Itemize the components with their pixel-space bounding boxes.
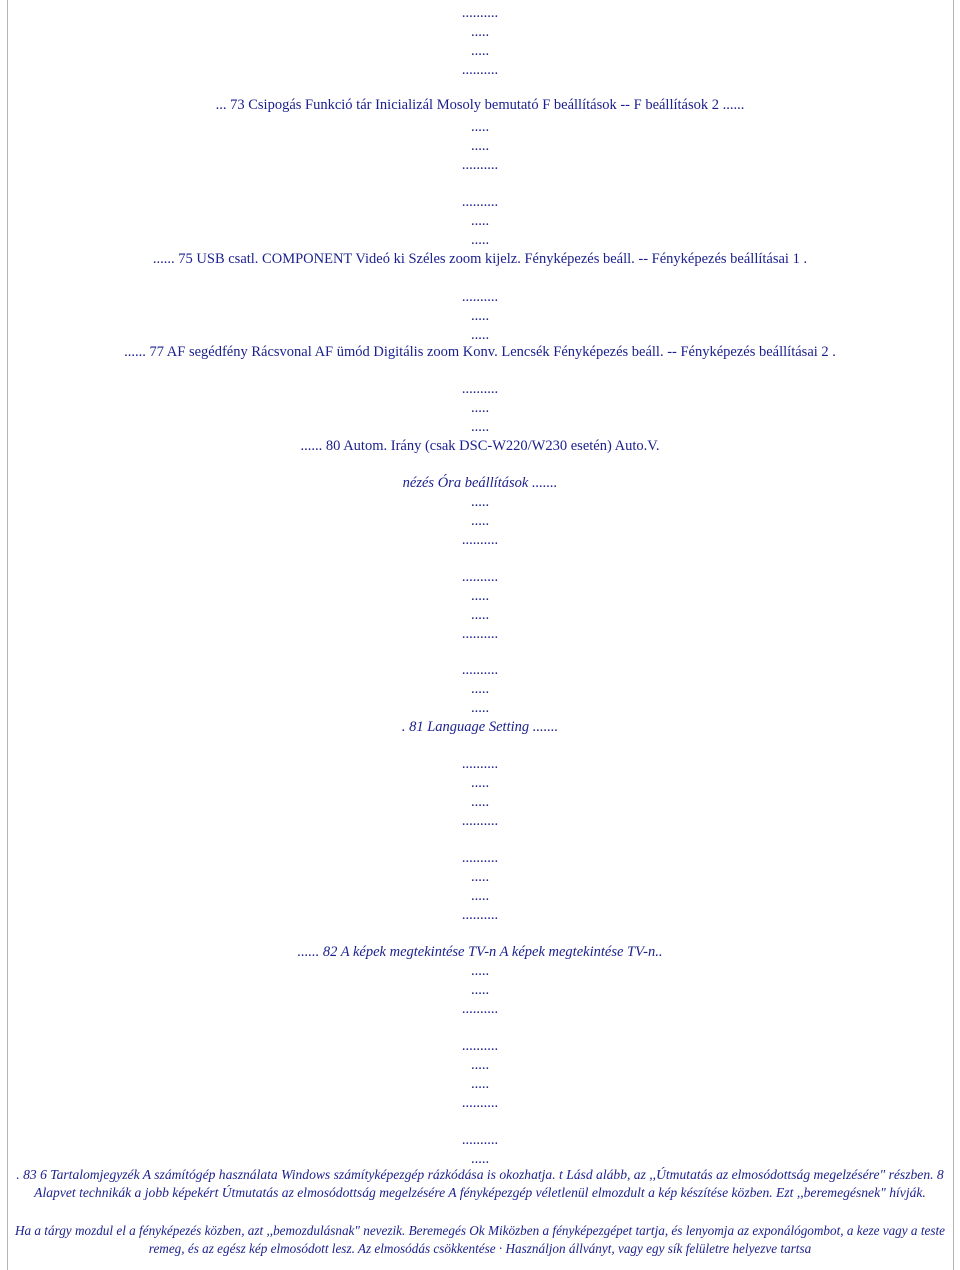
toc-line: .......... bbox=[461, 381, 499, 397]
toc-line: ..... bbox=[470, 681, 490, 697]
toc-line: ..... bbox=[470, 43, 490, 59]
toc-line: ..... bbox=[470, 869, 490, 885]
toc-line: .......... bbox=[461, 907, 499, 923]
toc-line: ...... 75 USB csatl. COMPONENT Videó ki Széles zoom kijelz. Fényképezés beáll. -- Fényképezés beállításai 1 . bbox=[152, 251, 808, 267]
toc-line: .......... bbox=[461, 756, 499, 772]
toc-line: ..... bbox=[470, 963, 490, 979]
toc-line: nézés Óra beállítások ....... bbox=[402, 475, 558, 491]
toc-line: ...... 80 Autom. Irány (csak DSC-W220/W230 esetén) Auto.V. bbox=[300, 438, 660, 454]
toc-line: .......... bbox=[461, 62, 499, 78]
toc-line: .......... bbox=[461, 5, 499, 21]
toc-line: .......... bbox=[461, 157, 499, 173]
toc-line: ..... bbox=[470, 494, 490, 510]
toc-line: ..... bbox=[470, 607, 490, 623]
toc-line: ..... bbox=[470, 400, 490, 416]
body-paragraph-2: Ha a tárgy mozdul el a fényképezés közben, azt ,,bemozdulásnak" nevezik. Beremegés Ok Miközben a fényképezgépet tartja, és lenyomja az exponálógombot, a keze vagy a teste remeg, és az egész kép elmosódott lesz. Az elmosódás csökkentése · Használjon állványt, vagy egy sík felületre helyezve tartsa bbox=[15, 1223, 945, 1256]
toc-line: .......... bbox=[461, 662, 499, 678]
toc-line: ..... bbox=[470, 1076, 490, 1092]
toc-line: .......... bbox=[461, 569, 499, 585]
toc-line: ..... bbox=[470, 1151, 490, 1167]
toc-line: ..... bbox=[470, 513, 490, 529]
toc-line: ..... bbox=[470, 327, 490, 343]
toc-line: .......... bbox=[461, 289, 499, 305]
toc-line: ..... bbox=[470, 138, 490, 154]
toc-line: ..... bbox=[470, 588, 490, 604]
body-paragraph-1: . 83 6 Tartalomjegyzék A számítógép használata Windows számítyképezgép rázkódása is okozhatja. t Lásd alább, az ,,Útmutatás az elmosódottság megelzésére" részben. 8 Alapvet technikák a jobb képekért Útmutatás az elmosódottság megelzésére A fényképezgép véletlenül elmozdult a kép készítése közben. Ezt ,,beremegésnek" hívják. bbox=[16, 1167, 944, 1200]
toc-line: ...... 82 A képek megtekintése TV-n A képek megtekintése TV-n.. bbox=[297, 944, 663, 960]
toc-line: ... 73 Csipogás Funkció tár Inicializál Mosoly bemutató F beállítások -- F beállítások 2 ...... bbox=[215, 97, 745, 113]
toc-line: ..... bbox=[470, 213, 490, 229]
toc-line: ..... bbox=[470, 24, 490, 40]
toc-line: . 81 Language Setting ....... bbox=[401, 719, 559, 735]
toc-line: ..... bbox=[470, 982, 490, 998]
toc-line: .......... bbox=[461, 194, 499, 210]
toc-line: ..... bbox=[470, 308, 490, 324]
toc-line: ..... bbox=[470, 775, 490, 791]
toc-line: .......... bbox=[461, 532, 499, 548]
toc-line: ..... bbox=[470, 119, 490, 135]
toc-line: .......... bbox=[461, 813, 499, 829]
toc-line: ..... bbox=[470, 794, 490, 810]
toc-line: .......... bbox=[461, 1001, 499, 1017]
toc-line: ..... bbox=[470, 700, 490, 716]
toc-line: ..... bbox=[470, 1057, 490, 1073]
toc-line: ..... bbox=[470, 232, 490, 248]
toc-line: ..... bbox=[470, 888, 490, 904]
toc-line: .......... bbox=[461, 1132, 499, 1148]
toc-line: .......... bbox=[461, 1095, 499, 1111]
toc-line: .......... bbox=[461, 626, 499, 642]
toc-line: .......... bbox=[461, 850, 499, 866]
toc-line: ..... bbox=[470, 419, 490, 435]
toc-line: .......... bbox=[461, 1038, 499, 1054]
toc-line: ...... 77 AF segédfény Rácsvonal AF ümód Digitális zoom Konv. Lencsék Fényképezés beáll. -- Fényképezés beállításai 2 . bbox=[124, 344, 836, 360]
